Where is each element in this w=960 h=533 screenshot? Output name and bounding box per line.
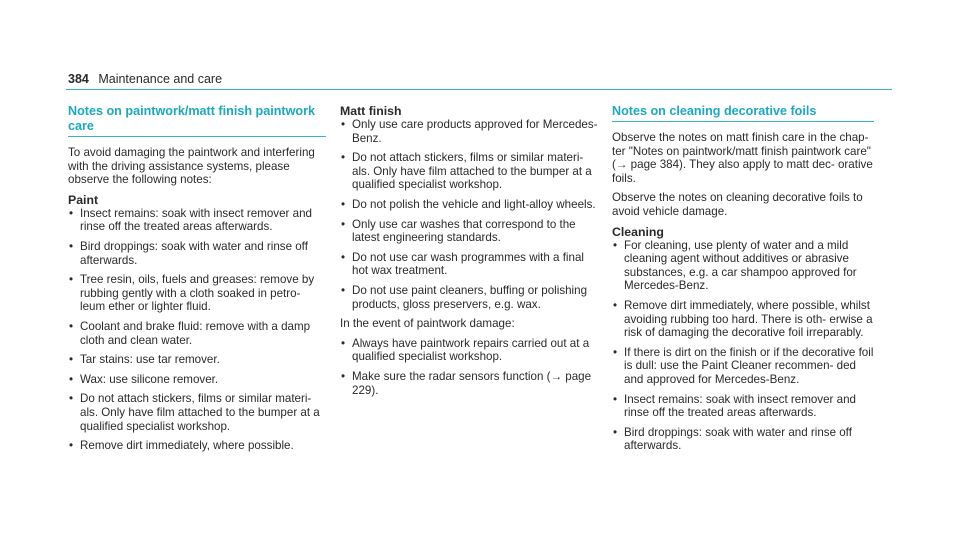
column-paintwork bbox=[68, 104, 326, 459]
column-decorative-foils bbox=[612, 104, 874, 459]
damage-list bbox=[340, 337, 598, 397]
list-item: • Only use car washes that correspond to the latest engineering standards. bbox=[341, 217, 576, 245]
header-divider bbox=[66, 89, 892, 90]
bullet-icon: • bbox=[613, 392, 618, 406]
list-item: • Make sure the radar sensors function (→ page 229). bbox=[341, 369, 592, 397]
cleaning-subheading: Cleaning bbox=[612, 224, 664, 239]
list-item: • Do not use car wash programmes with a final hot wax treatment. bbox=[341, 250, 584, 278]
damage-intro: In the event of paintwork damage: bbox=[340, 317, 515, 331]
list-item: • For cleaning, use plenty of water and a mild cleaning agent without additives or abrasive substances, e.g. a car shampoo approved for Mercedes-Benz. bbox=[613, 238, 857, 293]
bullet-icon: • bbox=[341, 283, 346, 297]
list-item: • Coolant and brake fluid: remove with a damp cloth and clean water. bbox=[69, 319, 311, 347]
bullet-icon: • bbox=[69, 206, 74, 220]
bullet-icon: • bbox=[613, 425, 618, 439]
matt-finish-subheading: Matt finish bbox=[340, 104, 402, 118]
column-matt-finish bbox=[340, 104, 598, 403]
list-item: • Remove dirt immediately, where possible, whilst avoiding rubbing too hard. There is oth- erwise a risk of damaging the decorative foil irreparably. bbox=[613, 298, 873, 340]
paintwork-intro: To avoid damaging the paintwork and interfering with the driving assistance systems, please observe the following notes: bbox=[68, 146, 315, 187]
bullet-icon: • bbox=[613, 345, 618, 359]
matt-finish-list bbox=[340, 118, 598, 311]
bullet-icon: • bbox=[341, 151, 346, 165]
list-item: • Insect remains: soak with insect remover and rinse off the treated areas afterwards. bbox=[69, 206, 312, 234]
bullet-icon: • bbox=[341, 369, 346, 383]
decorative-foils-para-2: Observe the notes on cleaning decorative foils to avoid vehicle damage. bbox=[612, 191, 863, 218]
bullet-icon: • bbox=[341, 217, 346, 231]
list-item: • Bird droppings: soak with water and rinse off afterwards. bbox=[69, 239, 308, 267]
list-item: • Only use care products approved for Mercedes-Benz. bbox=[341, 118, 598, 145]
bullet-icon: • bbox=[613, 238, 618, 252]
cleaning-list bbox=[612, 239, 874, 453]
bullet-icon: • bbox=[69, 439, 74, 453]
bullet-icon: • bbox=[341, 336, 346, 350]
page-number: 384 bbox=[68, 72, 89, 86]
decorative-foils-heading: Notes on cleaning decorative foils bbox=[612, 104, 874, 122]
bullet-icon: • bbox=[341, 197, 346, 211]
list-item: • Tree resin, oils, fuels and greases: remove by rubbing gently with a cloth soaked in petro- leum ether or lighter fluid. bbox=[69, 273, 315, 314]
section-title: Maintenance and care bbox=[98, 72, 223, 86]
list-item: • Always have paintwork repairs carried out at a qualified specialist workshop. bbox=[341, 336, 590, 364]
bullet-icon: • bbox=[613, 298, 618, 312]
list-item: • Do not polish the vehicle and light-alloy wheels. bbox=[341, 197, 596, 211]
bullet-icon: • bbox=[69, 273, 74, 287]
bullet-icon: • bbox=[69, 239, 74, 253]
bullet-icon: • bbox=[341, 250, 346, 264]
list-item: • Remove dirt immediately, where possible. bbox=[69, 439, 294, 453]
list-item: • Bird droppings: soak with water and rinse off afterwards. bbox=[613, 425, 852, 453]
page-header bbox=[68, 72, 222, 86]
bullet-icon: • bbox=[69, 353, 74, 367]
paint-subheading: Paint bbox=[68, 192, 99, 207]
list-item: • Do not attach stickers, films or similar materi- als. Only have film attached to the bumper at a qualified specialist workshop. bbox=[69, 392, 320, 433]
decorative-foils-para-1: Observe the notes on matt finish care in the chap- ter "Notes on paintwork/matt finish paintwork care" (→ page 384). They also apply to matt dec- orative foils. bbox=[612, 131, 873, 185]
bullet-icon: • bbox=[69, 319, 74, 333]
paint-list bbox=[68, 207, 326, 453]
bullet-icon: • bbox=[341, 118, 346, 131]
bullet-icon: • bbox=[69, 372, 74, 386]
list-item: • Tar stains: use tar remover. bbox=[69, 353, 220, 367]
list-item: • Do not use paint cleaners, buffing or polishing products, gloss preservers, e.g. wax. bbox=[341, 283, 588, 311]
list-item: • Wax: use silicone remover. bbox=[69, 372, 219, 386]
paintwork-heading: Notes on paintwork/matt finish paintwork care bbox=[68, 104, 326, 137]
list-item: • If there is dirt on the finish or if the decorative foil is dull: use the Paint Cleaner recommen- ded and approved for Mercedes-Benz. bbox=[613, 345, 874, 386]
list-item: • Insect remains: soak with insect remover and rinse off the treated areas afterwards. bbox=[613, 392, 856, 420]
list-item: • Do not attach stickers, films or similar materi- als. Only have film attached to the bumper at a qualified specialist workshop. bbox=[341, 151, 592, 192]
bullet-icon: • bbox=[69, 392, 74, 406]
